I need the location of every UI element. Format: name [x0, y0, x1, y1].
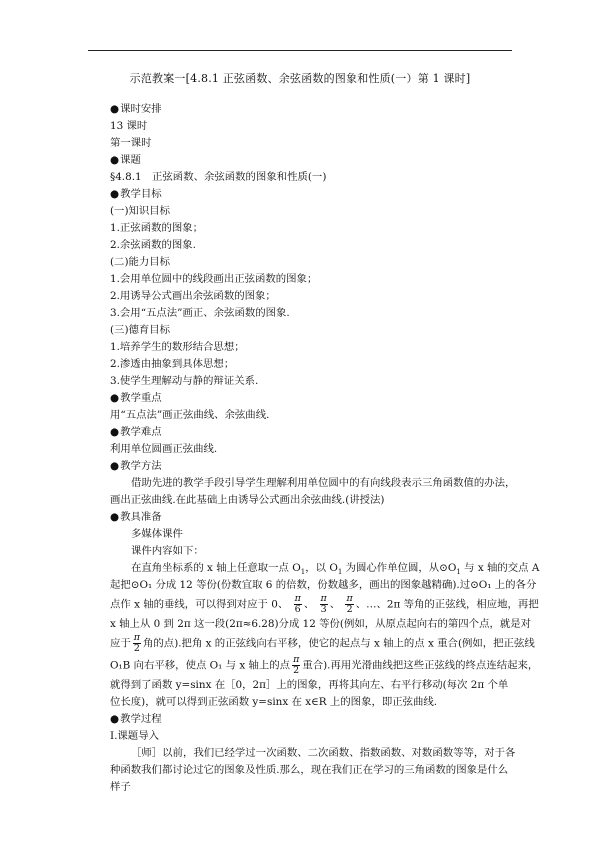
list-item: 2.渗透由抽象到具体思想；: [110, 358, 235, 370]
list-item: 1.正弦函数的图象；: [110, 222, 204, 234]
subsection-heading: (一)知识目标: [110, 205, 171, 217]
list-item: 3.使学生理解动与静的辩证关系.: [110, 375, 259, 387]
section-heading: ● 教学难点: [110, 424, 518, 441]
text-line: 课件内容如下：: [131, 545, 204, 557]
section-heading: ● 教学方法: [110, 458, 518, 475]
text-line: 利用单位圆画正弦曲线.: [110, 443, 218, 455]
text-line: 应于 $\frac{\pi}{2}$ 角的点).把角 x 的正弦线向右平移，使它的起点与 x 轴上的点 x 重合(例如，把正弦线: [110, 632, 535, 654]
text-line: 13 课时: [110, 120, 148, 132]
section-heading: ● 课时安排: [110, 101, 518, 118]
paragraph: 就得到了函数 y=sinx 在［0，2π］上的图象，再将其向左、右平行移动(每次 2π 个单位长度)，就可以得到正弦函数 y=sinx 在 x∈R 上的图象，即正弦曲线.: [110, 679, 509, 708]
section-heading: ● 教学目标: [110, 186, 518, 203]
text-line: 多媒体课件: [131, 528, 183, 540]
document-body: [110, 101, 540, 796]
subsection-heading: (二)能力目标: [110, 256, 171, 268]
text-line: O₁B 向右平移，使点 O₁ 与 x 轴上的点 $\frac{\pi}{2}$ 重合).再用光滑曲线把这些正弦线的终点连结起来，: [110, 654, 539, 676]
text-line: §4.8.1 正弦函数、余弦函数的图象和性质(一): [110, 171, 327, 183]
section-heading: ● 课题: [110, 152, 518, 169]
section-heading: ● 教具准备: [110, 509, 518, 526]
list-item: 1.会用单位圆中的线段画出正弦函数的图象；: [110, 273, 318, 285]
text-line: x 轴上从 0 到 2π 这一段(2π≈6.28)分成 12 等份(例如，从原点起向右的第四个点，就是对: [110, 618, 532, 630]
list-item: 2.用诱导公式画出余弦函数的图象；: [110, 290, 276, 302]
fraction-pi-2: $\frac{\pi}{2}$: [133, 632, 141, 654]
paragraph: ［师］以前，我们已经学过一次函数、二次函数、指数函数、对数函数等等，对于各种函数我们都讨论过它的图象及性质.那么，现在我们正在学习的三角函数的图象是什么样子: [110, 747, 516, 793]
list-item: 2.余弦函数的图象.: [110, 239, 196, 251]
subsection-heading: (三)德育目标: [110, 324, 171, 336]
text-line: 在直角坐标系的 x 轴上任意取一点 $O_1$，以 $O_1$ 为圆心作单位圆，从$⊙O_1$ 与 x 轴的交点 A: [131, 562, 540, 577]
paragraph: 借助先进的教学手段引导学生理解利用单位圆中的有向线段表示三角函数值的办法，画出正弦曲线.在此基础上由诱导公式画出余弦曲线.(讲授法): [110, 477, 516, 506]
subsection-heading: Ⅰ.课题导入: [110, 730, 159, 742]
text-line: 起把⊙O₁ 分成 12 等份(份数宜取 6 的倍数，份数越多，画出的图象越精确).过⊙O₁ 上的各分: [110, 579, 537, 591]
list-item: 3.会用“五点法”画正、余弦函数的图象.: [110, 307, 290, 319]
list-item: 1.培养学生的数形结合思想；: [110, 341, 245, 353]
text-line: 第一课时: [110, 137, 152, 149]
text-line: 点作 x 轴的垂线，可以得到对应于 0、 $\frac{\pi}{6}$ 、 $\frac{\pi}{3}$ 、 $\frac{\pi}{2}$ 、…、2π 等角的正弦线，相应地，再把: [110, 593, 539, 615]
fraction-pi-2: $\frac{\pi}{2}$: [293, 654, 300, 676]
fraction-pi-2: $\frac{\pi}{2}$: [346, 593, 353, 615]
text-line: 用“五点法”画正弦曲线、余弦曲线.: [110, 409, 270, 421]
section-heading: ● 教学过程: [110, 711, 518, 728]
section-heading: ● 教学重点: [110, 390, 518, 407]
fraction-pi-3: $\frac{\pi}{3}$: [320, 593, 327, 615]
header-rule: [88, 50, 512, 51]
document-title: 示范教案一[4.8.1 正弦函数、余弦函数的图象和性质(一）第 1 课时]: [129, 72, 471, 85]
fraction-pi-6: $\frac{\pi}{6}$: [294, 593, 301, 615]
